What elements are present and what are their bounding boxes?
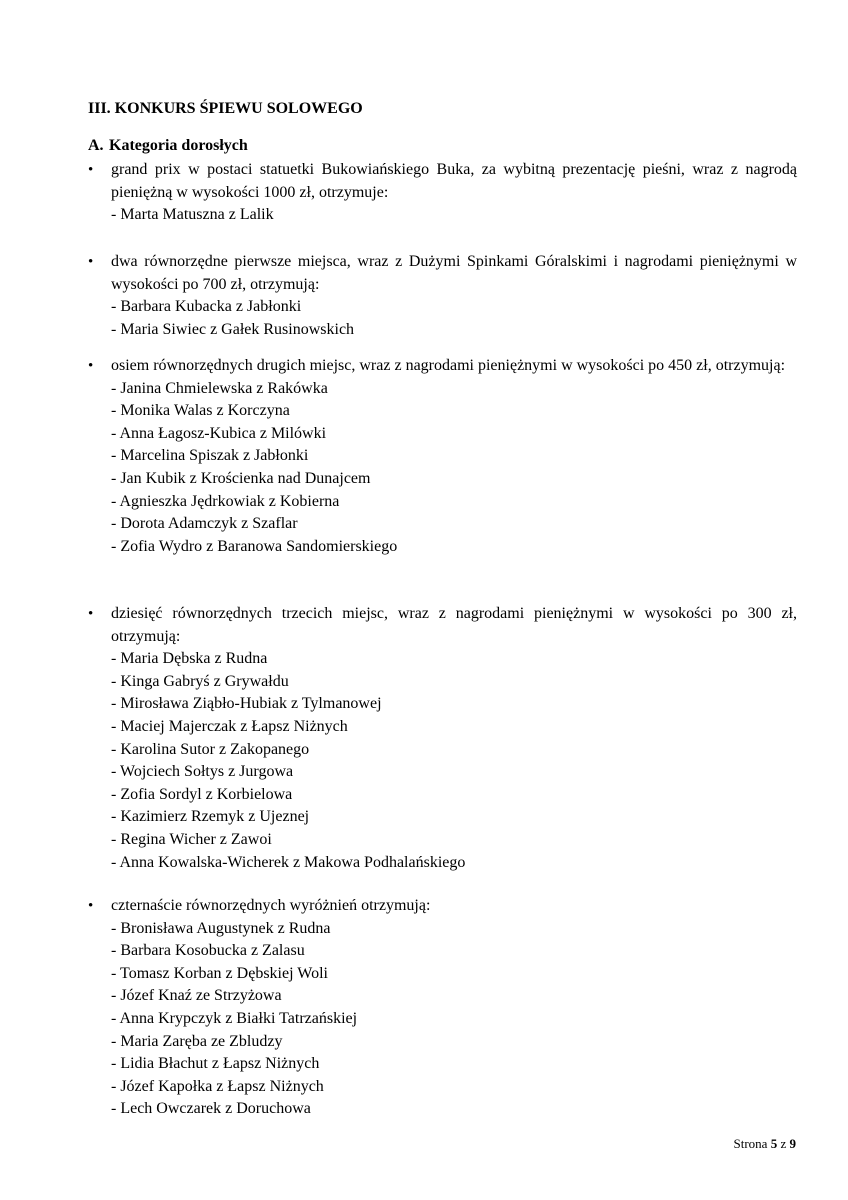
award-item: [88, 603, 797, 874]
winner-entry: - Józef Knaź ze Strzyżowa: [111, 987, 282, 1005]
page-label: Strona: [733, 1136, 768, 1151]
winner-entry: - Lidia Błachut z Łapsz Niżnych: [111, 1055, 320, 1073]
winner-entry: - Lech Owczarek z Doruchowa: [111, 1100, 311, 1118]
page-separator: z: [780, 1136, 787, 1151]
winner-entry: - Anna Kowalska-Wicherek z Makowa Podhalańskiego: [111, 853, 466, 871]
award-description: dwa równorzędne pierwsze miejsca, wraz z Dużymi Spinkami Góralskimi i nagrodami pieniężnymi w wysokości po 700 zł, otrzymują:: [111, 253, 797, 293]
award-description: czternaście równorzędnych wyróżnień otrzymują:: [111, 897, 431, 914]
award-item: [88, 251, 797, 341]
winner-entry: - Kinga Gabryś z Grywałdu: [111, 672, 289, 690]
page-number-footer: [734, 1136, 796, 1152]
award-item: [88, 895, 797, 1121]
winner-entry: - Marcelina Spiszak z Jabłonki: [111, 447, 309, 465]
award-item: [88, 355, 797, 558]
winner-entry: - Maria Dębska z Rudna: [111, 650, 268, 668]
category-letter: A.: [88, 137, 104, 154]
winner-entry: - Monika Walas z Korczyna: [111, 402, 290, 420]
winner-entry: - Anna Krypczyk z Białki Tatrzańskiej: [111, 1009, 358, 1027]
bullet-icon: •: [88, 358, 94, 374]
award-item: [88, 159, 797, 227]
bullet-icon: •: [88, 162, 94, 178]
winner-entry: - Zofia Wydro z Baranowa Sandomierskiego: [111, 537, 398, 555]
winner-entry: - Dorota Adamczyk z Szaflar: [111, 515, 298, 533]
current-page-number: 5: [770, 1136, 778, 1151]
winner-entry: - Jan Kubik z Krościenka nad Dunajcem: [111, 469, 371, 487]
winner-entry: - Tomasz Korban z Dębskiej Woli: [111, 964, 328, 982]
winner-entry: - Janina Chmielewska z Rakówka: [111, 379, 328, 397]
section-title: III. KONKURS ŚPIEWU SOLOWEGO: [88, 100, 363, 117]
category-name: Kategoria dorosłych: [109, 137, 248, 154]
bullet-icon: •: [88, 254, 94, 270]
category-title: [88, 136, 248, 156]
winner-entry: - Maria Siwiec z Gałek Rusinowskich: [111, 320, 355, 338]
award-description: grand prix w postaci statuetki Bukowiańskiego Buka, za wybitną prezentację pieśni, wraz z nagrodą pieniężną w wysokości 1000 zł, otrzymuje:: [111, 161, 797, 201]
winner-entry: - Bronisława Augustynek z Rudna: [111, 919, 331, 937]
total-pages-number: 9: [789, 1136, 796, 1151]
winner-entry: - Kazimierz Rzemyk z Ujeznej: [111, 808, 310, 826]
winner-entry: - Zofia Sordyl z Korbielowa: [111, 785, 293, 803]
winner-entry: - Maria Zaręba ze Zbludzy: [111, 1032, 283, 1050]
winner-entry: - Agnieszka Jędrkowiak z Kobierna: [111, 492, 340, 510]
winner-entry: - Mirosława Ziąbło-Hubiak z Tylmanowej: [111, 695, 382, 713]
award-description: osiem równorzędnych drugich miejsc, wraz z nagrodami pieniężnymi w wysokości po 450 zł, otrzymują:: [111, 357, 786, 374]
winner-entry: - Anna Łagosz-Kubica z Milówki: [111, 424, 327, 442]
winner-entry: - Maciej Majerczak z Łapsz Niżnych: [111, 717, 348, 735]
winner-entry: - Regina Wicher z Zawoi: [111, 830, 272, 848]
winner-entry: - Barbara Kubacka z Jabłonki: [111, 298, 302, 316]
bullet-icon: •: [88, 898, 94, 914]
winner-entry: - Marta Matuszna z Lalik: [111, 206, 274, 224]
winner-entry: - Wojciech Sołtys z Jurgowa: [111, 763, 294, 781]
bullet-icon: •: [88, 606, 94, 622]
winner-entry: - Barbara Kosobucka z Zalasu: [111, 942, 305, 960]
winner-entry: - Karolina Sutor z Zakopanego: [111, 740, 310, 758]
award-description: dziesięć równorzędnych trzecich miejsc, wraz z nagrodami pieniężnymi w wysokości po 300 zł, otrzymują:: [111, 605, 797, 645]
winner-entry: - Józef Kapołka z Łapsz Niżnych: [111, 1077, 324, 1095]
